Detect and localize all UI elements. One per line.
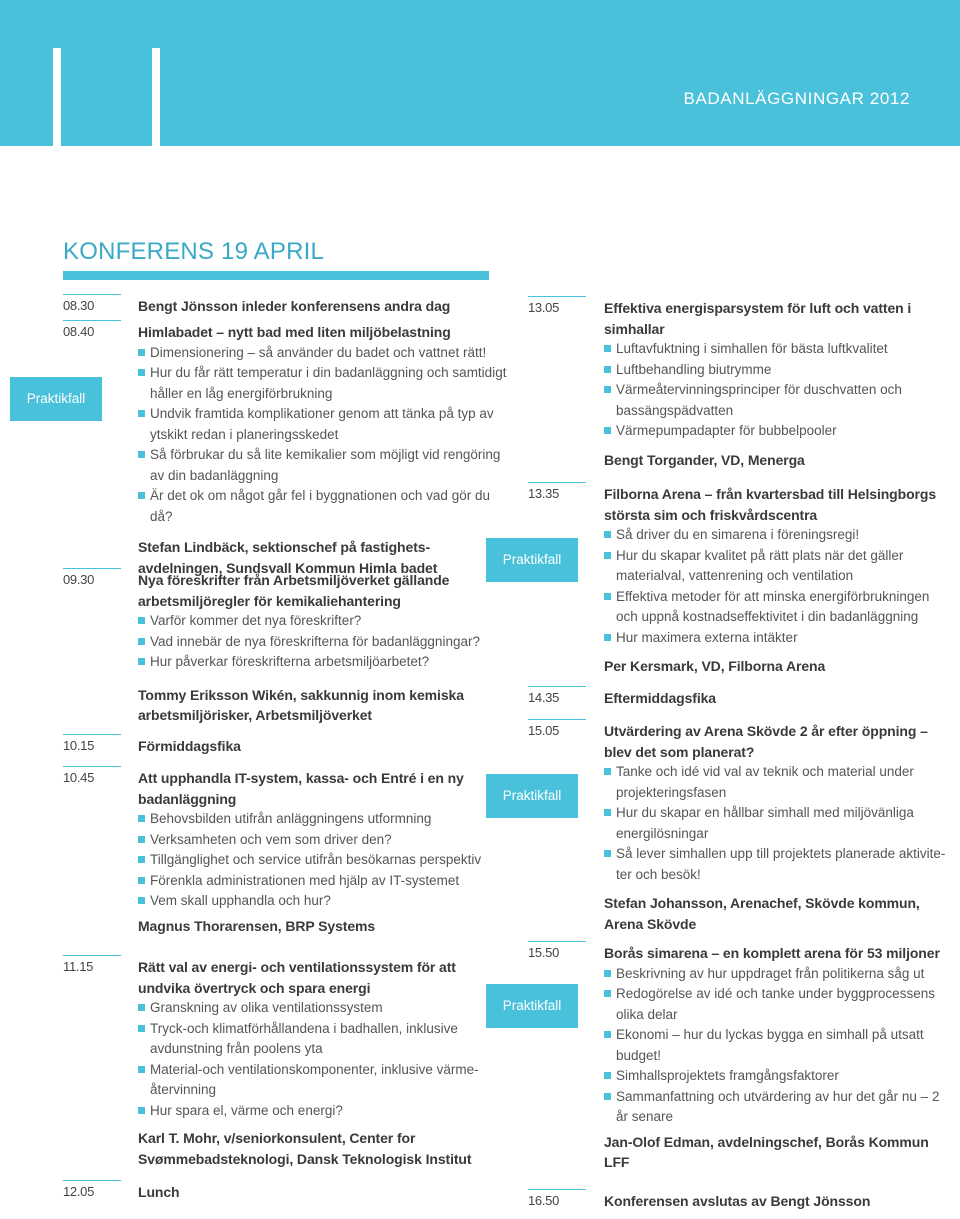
list-item: Så lever simhallen upp till projektets planerade aktivite-ter och besök!	[604, 844, 954, 885]
session-time: 08.30	[63, 298, 95, 313]
session-block	[604, 1191, 954, 1212]
time-rule	[528, 686, 586, 687]
session-time: 10.45	[63, 770, 95, 785]
session-block	[138, 570, 508, 726]
praktikfall-badge: Praktikfall	[486, 984, 578, 1028]
list-item: Verksamheten och vem som driver den?	[138, 830, 508, 851]
session-title: Himlabadet – nytt bad med liten miljöbelastning	[138, 324, 451, 340]
session-title: Nya föreskrifter från Arbetsmiljöverket gällande arbetsmiljöregler för kemikaliehantering	[138, 572, 450, 609]
session-title: Förmiddagsfika	[138, 738, 241, 754]
session-title: Effektiva energisparsystem för luft och vatten i simhallar	[604, 300, 912, 337]
list-item: Tanke och idé vid val av teknik och material under projekteringsfasen	[604, 762, 954, 803]
list-item: Hur du skapar en hållbar simhall med miljövänliga energilösningar	[604, 803, 954, 844]
session-title: Konferensen avslutas av Bengt Jönsson	[604, 1193, 871, 1209]
speaker: Jan-Olof Edman, avdelningschef, Borås Kommun LFF	[604, 1133, 929, 1170]
session-time: 13.05	[528, 300, 560, 315]
session-time: 15.05	[528, 723, 560, 738]
topic-list	[604, 964, 954, 1128]
topic-list	[604, 762, 954, 885]
session-block	[138, 1182, 508, 1203]
list-item: Luftavfuktning i simhallen för bästa luftkvalitet	[604, 339, 954, 360]
decorative-bar	[53, 48, 61, 146]
topic-list	[138, 343, 508, 528]
session-block	[138, 296, 508, 317]
session-time: 13.35	[528, 486, 560, 501]
list-item: Behovsbilden utifrån anläggningens utformning	[138, 809, 508, 830]
time-rule	[63, 1180, 121, 1181]
list-item: Tryck-och klimatförhållandena i badhallen, inklusive avdunstning från poolens yta	[138, 1019, 508, 1060]
session-title: Borås simarena – en komplett arena för 53 miljoner	[604, 945, 940, 961]
speaker: Per Kersmark, VD, Filborna Arena	[604, 658, 826, 674]
session-time: 09.30	[63, 572, 95, 587]
title-underline	[63, 271, 489, 280]
list-item: Hur du skapar kvalitet på rätt plats när det gäller materialval, vattenrening och ventilation	[604, 546, 954, 587]
session-time: 10.15	[63, 738, 95, 753]
list-item: Varför kommer det nya föreskrifter?	[138, 611, 508, 632]
header-band	[0, 0, 960, 146]
list-item: Är det ok om något går fel i byggnationen och vad gör du då?	[138, 486, 508, 527]
praktikfall-badge: Praktikfall	[10, 377, 102, 421]
time-rule	[63, 320, 121, 321]
speaker: Magnus Thorarensen, BRP Systems	[138, 917, 376, 934]
session-title: Bengt Jönsson inleder konferensens andra dag	[138, 298, 451, 314]
list-item: Beskrivning av hur uppdraget från politikerna såg ut	[604, 964, 954, 985]
time-rule	[63, 734, 121, 735]
topic-list	[138, 809, 508, 912]
publication-title: BADANLÄGGNINGAR 2012	[683, 89, 910, 108]
list-item: Ekonomi – hur du lyckas bygga en simhall på utsatt budget!	[604, 1025, 954, 1066]
time-rule	[528, 482, 586, 483]
session-block	[138, 768, 508, 936]
session-title: Eftermiddagsfika	[604, 690, 716, 706]
time-rule	[528, 941, 586, 942]
speaker: Stefan Johansson, Arenachef, Skövde kommun, Arena Skövde	[604, 895, 920, 932]
speaker: Bengt Torgander, VD, Menerga	[604, 451, 805, 468]
praktikfall-badge: Praktikfall	[486, 774, 578, 818]
topic-list	[138, 611, 508, 673]
list-item: Hur du får rätt temperatur i din badanläggning och samtidigt håller en låg energiförbrukning	[138, 363, 508, 404]
session-block	[604, 721, 954, 934]
session-time: 15.50	[528, 945, 560, 960]
list-item: Vem skall upphandla och hur?	[138, 891, 508, 912]
list-item: Simhallsprojektets framgångsfaktorer	[604, 1066, 954, 1087]
time-rule	[63, 568, 121, 569]
session-block	[138, 736, 508, 757]
time-rule	[528, 1189, 586, 1190]
list-item: Så driver du en simarena i föreningsregi!	[604, 525, 954, 546]
list-item: Värmeåtervinningsprinciper för duschvatten och bassängspädvatten	[604, 380, 954, 421]
session-time: 12.05	[63, 1184, 95, 1199]
topic-list	[138, 998, 508, 1121]
topic-list	[604, 339, 954, 442]
speaker: Stefan Lindbäck, sektionschef på fastighets-avdelningen, Sundsvall Kommun Himla badet	[138, 539, 438, 576]
list-item: Förenkla administrationen med hjälp av IT-systemet	[138, 871, 508, 892]
list-item: Dimensionering – så använder du badet och vattnet rätt!	[138, 343, 508, 364]
list-item: Hur maximera externa intäkter	[604, 628, 954, 649]
time-rule	[63, 766, 121, 767]
list-item: Granskning av olika ventilationssystem	[138, 998, 508, 1019]
list-item: Material-och ventilationskomponenter, inklusive värme-återvinning	[138, 1060, 508, 1101]
praktikfall-badge: Praktikfall	[486, 538, 578, 582]
session-block	[138, 322, 508, 578]
session-block	[138, 957, 508, 1169]
list-item: Sammanfattning och utvärdering av hur det går nu – 2 år senare	[604, 1087, 954, 1128]
session-title: Rätt val av energi- och ventilationssystem för att undvika övertryck och spara energi	[138, 959, 456, 996]
list-item: Hur spara el, värme och energi?	[138, 1101, 508, 1122]
conference-title: KONFERENS 19 APRIL	[63, 238, 325, 265]
session-block	[604, 298, 954, 470]
time-rule	[528, 719, 586, 720]
session-time: 14.35	[528, 690, 560, 705]
session-title: Filborna Arena – från kvartersbad till Helsingborgs största sim och friskvårdscentra	[604, 486, 937, 523]
speaker: Tommy Eriksson Wikén, sakkunnig inom kemiska arbetsmiljörisker, Arbetsmiljöverket	[138, 686, 464, 723]
topic-list	[604, 525, 954, 648]
session-block	[604, 484, 954, 677]
session-time: 11.15	[63, 959, 94, 974]
list-item: Värmepumpadapter för bubbelpooler	[604, 421, 954, 442]
list-item: Hur påverkar föreskrifterna arbetsmiljöarbetet?	[138, 652, 508, 673]
session-block	[604, 943, 954, 1173]
speaker: Karl T. Mohr, v/seniorkonsulent, Center for Svømmebadsteknologi, Dansk Teknologisk Institut	[138, 1130, 472, 1167]
time-rule	[528, 296, 586, 297]
time-rule	[63, 294, 121, 295]
session-time: 16.50	[528, 1193, 560, 1208]
list-item: Så förbrukar du så lite kemikalier som möjligt vid rengöring av din badanläggning	[138, 445, 508, 486]
list-item: Effektiva metoder för att minska energiförbrukningen och uppnå kostnadseffektivitet i din badanläggning	[604, 587, 954, 628]
list-item: Undvik framtida komplikationer genom att tänka på typ av ytskikt redan i planeringsskedet	[138, 404, 508, 445]
session-block	[604, 688, 954, 709]
decorative-bar	[152, 48, 160, 146]
list-item: Vad innebär de nya föreskrifterna för badanläggningar?	[138, 632, 508, 653]
list-item: Redogörelse av idé och tanke under byggprocessens olika delar	[604, 984, 954, 1025]
session-title: Utvärdering av Arena Skövde 2 år efter öppning – blev det som planerat?	[604, 723, 928, 760]
session-time: 08.40	[63, 324, 95, 339]
list-item: Luftbehandling biutrymme	[604, 360, 954, 381]
list-item: Tillgänglighet och service utifrån besökarnas perspektiv	[138, 850, 508, 871]
time-rule	[63, 955, 121, 956]
session-title: Lunch	[138, 1184, 180, 1200]
session-title: Att upphandla IT-system, kassa- och Entré i en ny badanläggning	[138, 770, 464, 807]
